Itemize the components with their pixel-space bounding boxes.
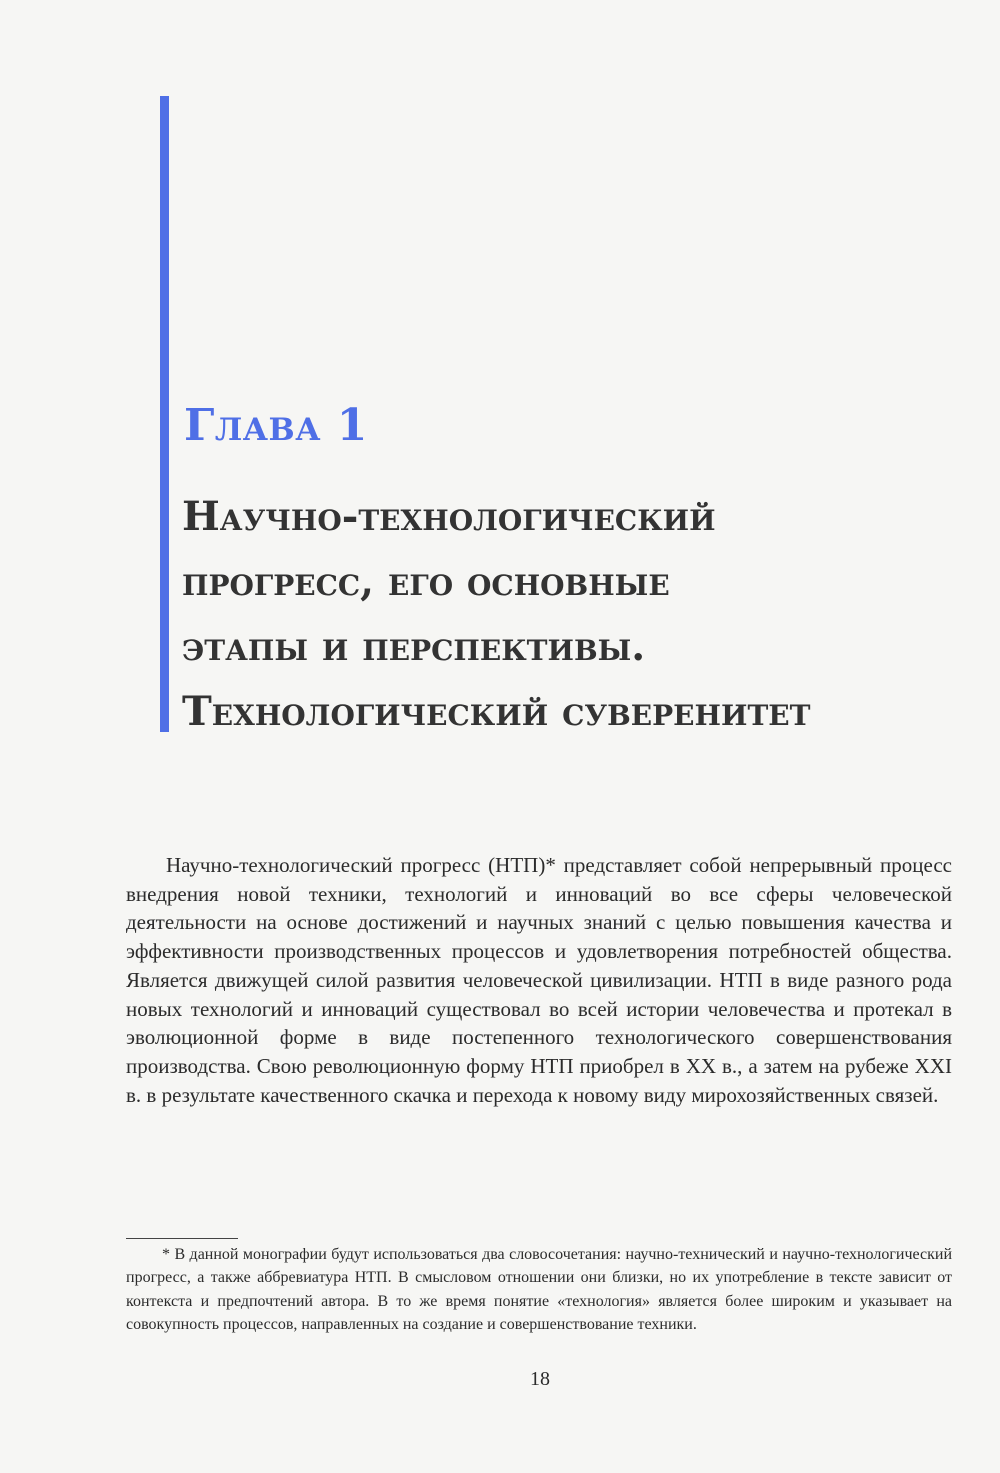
- body-paragraph: Научно-технологический прогресс (НТП)* представляет собой непрерывный процесс внедрения новой техники, технологий и инноваций во все сферы человеческой деятельности на основе достижений и научных знаний с целью повышения качества и эффективности производственных процессов и удовлетворения потребностей общества. Является движущей силой развития человеческой цивилизации. НТП в виде разного рода новых технологий и инноваций существовал во всей истории человечества и протекал в эволюционной форме в виде постепенного технологического совершенствования производства. Свою революционную форму НТП приобрел в XX в., а затем на рубеже XXI в. в результате качественного скачка и перехода к новому виду мирохозяйственных связей.: [126, 853, 952, 1107]
- chapter-title: [182, 484, 810, 744]
- chapter-title-line: Научно-технологический: [182, 493, 716, 540]
- footnote-text: * В данной монографии будут использоваться два словосочетания: научно-технический и научно-технологический прогресс, а также аббревиатура НТП. В смысловом отношении они близки, но их употребление в тексте зависит от контекста и предпочтений автора. В то же время понятие «технология» является более широким и указывает на совокупность процессов, направленных на создание и совершенствование техники.: [126, 1246, 952, 1333]
- chapter-label: Глава 1: [184, 400, 368, 451]
- chapter-heading-block: [160, 96, 960, 736]
- page-number: 18: [530, 1368, 550, 1390]
- chapter-accent-bar: [160, 96, 169, 732]
- chapter-title-line: Технологический суверенитет: [182, 688, 811, 735]
- chapter-title-line: этапы и перспективы.: [182, 623, 646, 670]
- chapter-title-line: прогресс, его основные: [182, 558, 670, 605]
- footnote-divider: [126, 1238, 238, 1239]
